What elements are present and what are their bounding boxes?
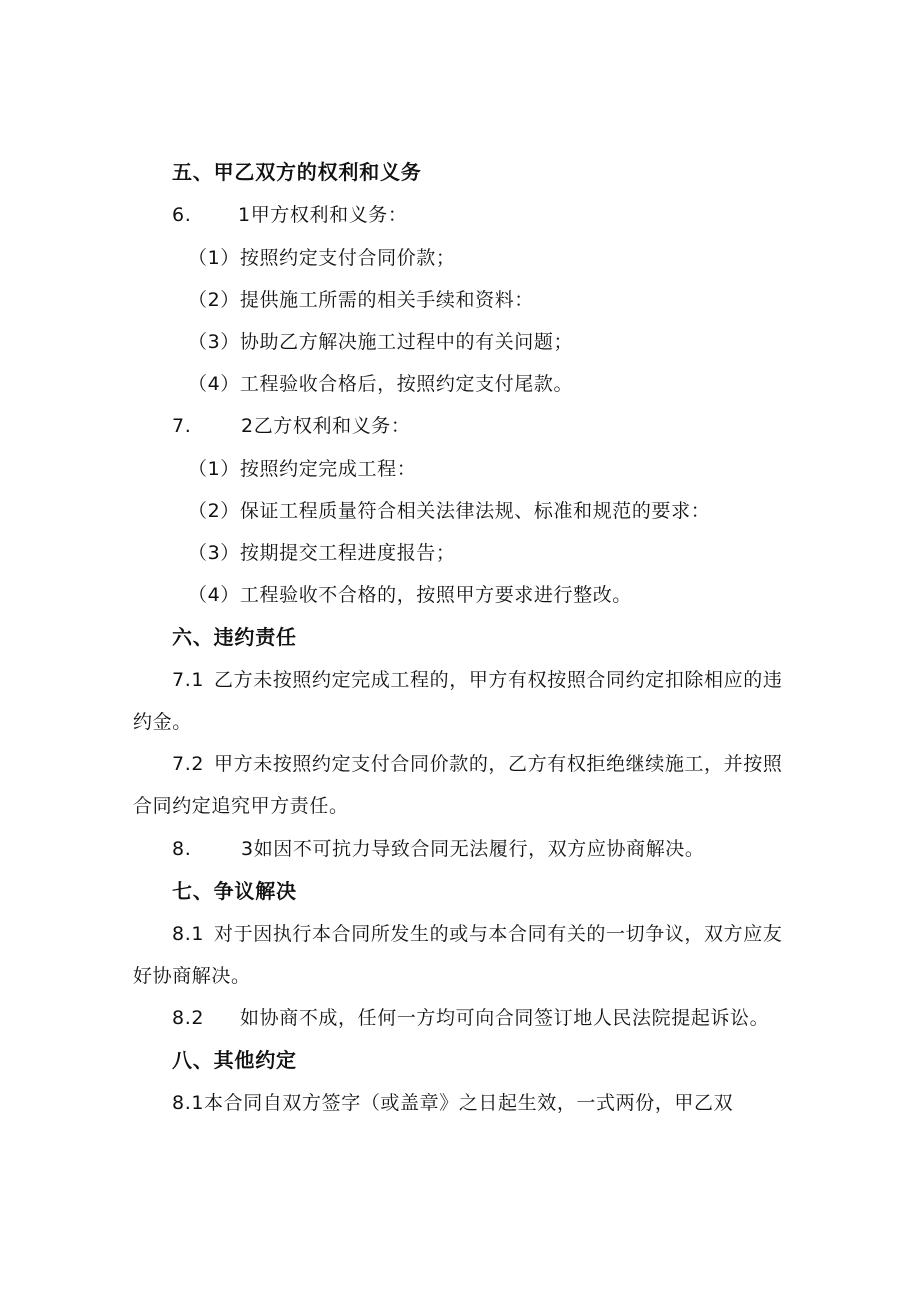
- item-text: 2乙方权利和义务：: [241, 415, 411, 437]
- paragraph-7-2-line2: 合同约定追究甲方责任。: [133, 795, 349, 817]
- item-text: 1甲方权利和义务：: [238, 204, 408, 226]
- clause-text: 如协商不成，任何一方均可向合同签订地人民法院提起诉讼。: [240, 1007, 770, 1029]
- clause-number: 7.1: [172, 669, 205, 691]
- clause-number: 8.1: [172, 923, 205, 945]
- paragraph-8-1-other: 8.1本合同自双方签字（或盖章》之日起生效，一式两份，甲乙双: [172, 1092, 734, 1114]
- list-item-7: [172, 413, 411, 439]
- sub-item: （4）工程验收合格后，按照约定支付尾款。: [188, 373, 574, 395]
- sub-item: （1）按照约定支付合同价款；: [188, 247, 456, 269]
- sub-item: （2）保证工程质量符合相关法律法规、标准和规范的要求：: [188, 500, 711, 522]
- paragraph-7-1-line1: [172, 667, 782, 693]
- sub-item: （1）按照约定完成工程：: [188, 458, 417, 480]
- clause-text: 乙方未按照约定完成工程的，甲方有权按照合同约定扣除相应的违: [214, 669, 783, 691]
- paragraph-8-1-line1: [172, 921, 782, 947]
- section-heading-5: 五、甲乙双方的权利和义务: [172, 160, 422, 184]
- clause-number: 8.2: [172, 1007, 205, 1029]
- sub-item: （2）提供施工所需的相关手续和资料：: [188, 289, 534, 311]
- section-heading-8: 八、其他约定: [172, 1048, 297, 1072]
- paragraph-8-1-line2: 好协商解决。: [133, 965, 251, 987]
- clause-text: 甲方未按照约定支付合同价款的，乙方有权拒绝继续施工，并按照: [214, 753, 783, 775]
- paragraph-7-1-line2: 约金。: [133, 711, 192, 733]
- section-heading-7: 七、争议解决: [172, 879, 297, 903]
- paragraph-8-2: [172, 1005, 769, 1031]
- sub-item: （3）协助乙方解决施工过程中的有关问题；: [188, 331, 574, 353]
- paragraph-7-2-line1: [172, 751, 782, 777]
- item-number: 8.: [172, 838, 192, 860]
- clause-text: 对于因执行本合同所发生的或与本合同有关的一切争议，双方应友: [214, 923, 783, 945]
- sub-item: （3）按期提交工程进度报告；: [188, 542, 456, 564]
- section-heading-6: 六、违约责任: [172, 625, 297, 649]
- clause-number: 7.2: [172, 753, 205, 775]
- item-number: 6.: [172, 204, 192, 226]
- list-item-6: [172, 202, 408, 228]
- sub-item: （4）工程验收不合格的，按照甲方要求进行整改。: [188, 584, 632, 606]
- item-number: 7.: [172, 415, 192, 437]
- item-text: 3如因不可抗力导致合同无法履行，双方应协商解决。: [241, 838, 705, 860]
- list-item-8: [172, 836, 705, 862]
